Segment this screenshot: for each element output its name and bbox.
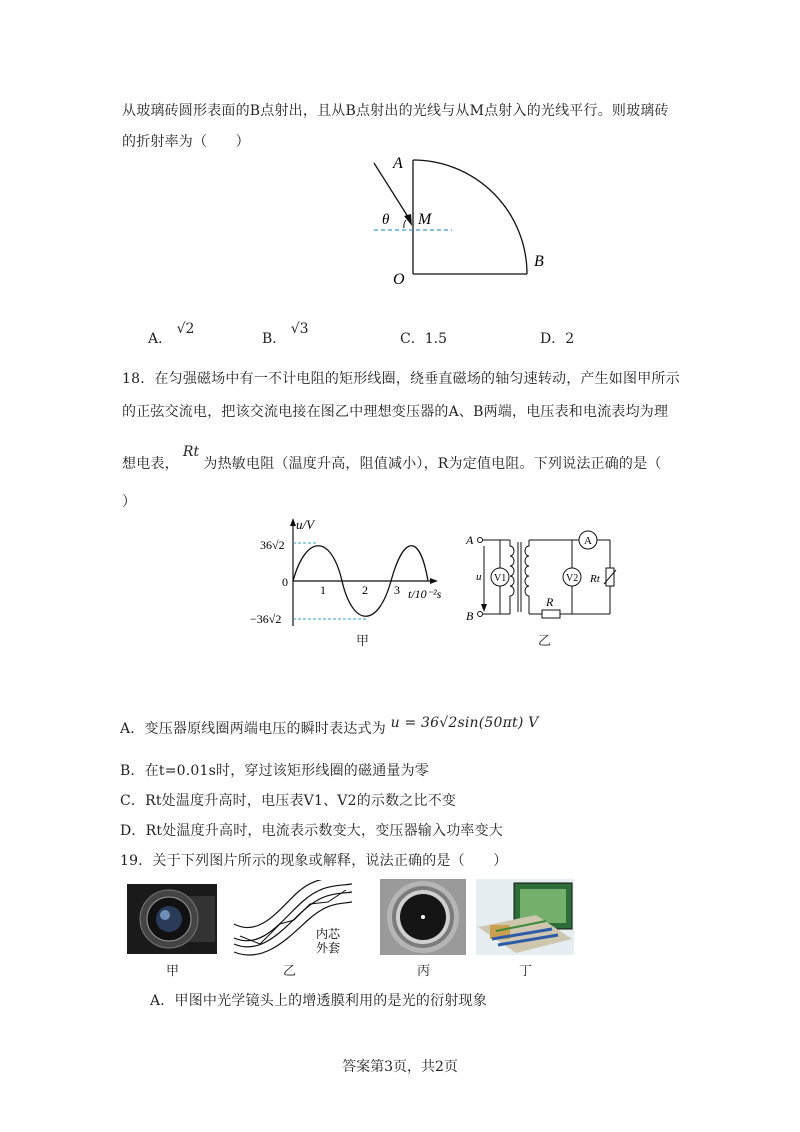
caption-img-bing: 丙 [417, 964, 431, 979]
label-B: B [534, 253, 544, 270]
graph-zero: 0 [282, 575, 288, 589]
circuit-u: u [476, 571, 482, 583]
caption-img-jia: 甲 [166, 964, 180, 979]
q17-option-a[interactable]: A． √2 [148, 321, 195, 347]
quarter-circle-figure [360, 150, 560, 290]
graph-ytop: 36√2 [260, 538, 285, 552]
circuit-ammeter: A [584, 535, 592, 547]
q18-line1: 18．在匀强磁场中有一不计电阻的矩形线圈，绕垂直磁场的轴匀速转动，产生如图甲所示 [122, 371, 680, 387]
q17-option-b[interactable]: B． √3 [262, 321, 309, 347]
q17-line1: 从玻璃砖圆形表面的B点射出，且从B点射出的光线与从M点射入的光线平行。则玻璃砖 [122, 103, 669, 119]
sine-voltage-graph [248, 514, 448, 644]
3d-glasses-scene-icon [476, 879, 574, 955]
circuit-R: R [546, 595, 554, 609]
q19-option-a[interactable]: A．甲图中光学镜头上的增透膜利用的是光的衍射现象 [150, 993, 487, 1009]
caption-img-ding: 丁 [519, 964, 533, 979]
caption-yi: 乙 [538, 634, 552, 649]
circuit-V1: V1 [494, 573, 507, 584]
q18-option-c[interactable]: C．Rt处温度升高时，电压表V1、V2的示数之比不变 [120, 793, 457, 809]
circuit-Rt: Rt [590, 573, 600, 585]
circuit-B: B [466, 609, 474, 623]
q18-option-d[interactable]: D．Rt处温度升高时，电流表示数变大，变压器输入功率变大 [120, 823, 503, 839]
graph-tick-3: 3 [394, 583, 400, 597]
graph-tick-2: 2 [362, 583, 368, 597]
graph-xlabel: t/10⁻²s [408, 587, 442, 601]
q18-line3: 想电表，Rt为热敏电阻（温度升高，阻值减小），R为定值电阻。下列说法正确的是（ [122, 444, 662, 472]
caption-jia: 甲 [356, 634, 370, 649]
label-inner-core: 内芯 [316, 927, 341, 941]
q17-option-c[interactable]: C．1.5 [400, 331, 447, 347]
page-footer: 答案第3页，共2页 [342, 1059, 458, 1075]
q17-line2: 的折射率为（ ） [122, 134, 250, 150]
q19-stem: 19．关于下列图片所示的现象或解释，说法正确的是（ ） [120, 853, 508, 869]
graph-ylabel: u/V [296, 517, 315, 532]
diffraction-pattern-icon [380, 879, 466, 955]
q18-option-a[interactable]: A．变压器原线圈两端电压的瞬时表达式为 u = 36√2sin(50πt) V [120, 715, 539, 737]
label-outer-sheath: 外套 [316, 941, 341, 955]
label-O: O [393, 271, 405, 288]
label-M: M [418, 211, 432, 228]
q17-option-d[interactable]: D．2 [540, 331, 575, 347]
optical-fiber-icon [232, 880, 354, 956]
circuit-A: A [466, 533, 474, 547]
graph-tick-1: 1 [320, 583, 326, 597]
label-A: A [393, 155, 403, 172]
caption-img-yi: 乙 [283, 964, 297, 979]
q18-line2: 的正弦交流电，把该交流电接在图乙中理想变压器的A、B两端，电压表和电流表均为理 [122, 404, 669, 420]
camera-lens-icon [127, 884, 217, 954]
graph-ybottom: −36√2 [250, 612, 282, 626]
transformer-circuit [462, 526, 622, 626]
q18-option-b[interactable]: B．在t=0.01s时，穿过该矩形线圈的磁通量为零 [120, 763, 429, 779]
q18-line4: ） [122, 494, 137, 510]
label-theta: θ [382, 212, 390, 228]
circuit-V2: V2 [566, 573, 579, 584]
